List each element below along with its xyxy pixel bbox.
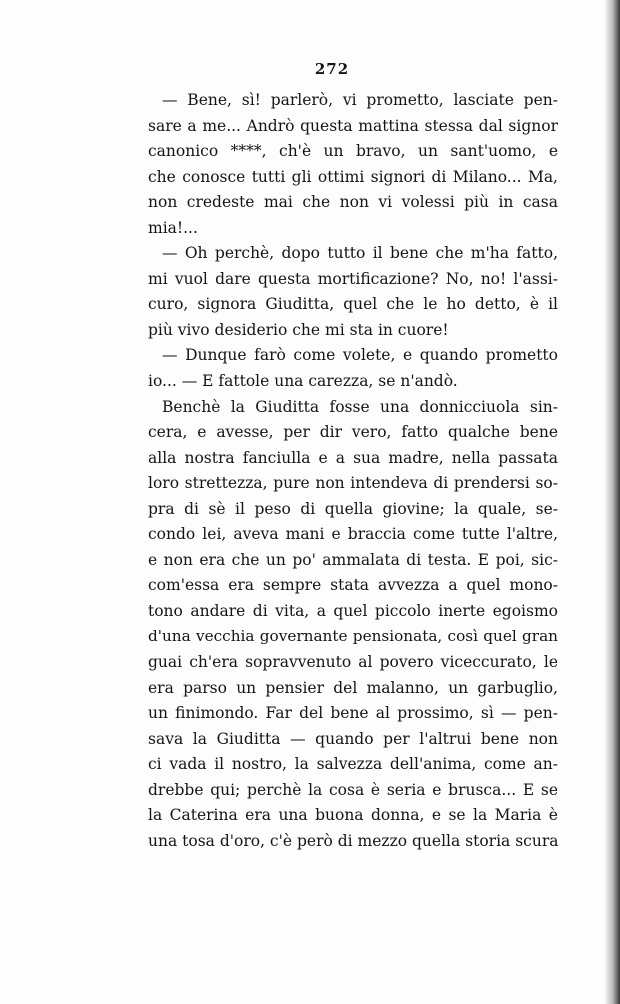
- text-line: Benchè la Giuditta fosse una donnicciuola sin-: [162, 397, 558, 416]
- text-line: che conosce tutti gli ottimi signori di Milano... Ma,: [148, 167, 558, 186]
- page-edge-shadow: [604, 0, 620, 1004]
- text-line: guai ch'era sopravvenuto al povero viceccurato, le: [148, 653, 558, 672]
- body-text: [148, 88, 558, 854]
- text-line: alla nostra fanciulla e a sua madre, nella passata: [148, 448, 558, 467]
- text-line: io... — E fattole una carezza, se n'andò.: [148, 372, 458, 391]
- text-line: cera, e avesse, per dir vero, fatto qualche bene: [148, 423, 558, 442]
- text-line: curo, signora Giuditta, quel che le ho detto, è il: [148, 295, 558, 314]
- text-line: com'essa era sempre stata avvezza a quel mono-: [148, 576, 558, 595]
- text-line: più vivo desiderio che mi sta in cuore!: [148, 320, 449, 339]
- text-line: tono andare di vita, a quel piccolo inerte egoismo: [148, 601, 558, 620]
- page-number: 272: [314, 60, 350, 78]
- text-line: non credeste mai che non vi volessi più in casa: [148, 193, 558, 212]
- text-line: condo lei, aveva mani e braccia come tutte l'altre,: [148, 525, 558, 544]
- text-line: una tosa d'oro, c'è però di mezzo quella storia scura: [148, 831, 558, 850]
- text-line: era parso un pensier del malanno, un garbuglio,: [148, 678, 558, 697]
- text-line: canonico ****, ch'è un bravo, un sant'uomo, e: [148, 142, 558, 161]
- text-line: mi vuol dare questa mortificazione? No, no! l'assi-: [148, 269, 558, 288]
- text-line: sare a me... Andrò questa mattina stessa dal signor: [148, 116, 558, 135]
- text-line: drebbe qui; perchè la cosa è seria e brusca... E se: [148, 780, 558, 799]
- text-line: mia!...: [148, 218, 198, 237]
- text-line: — Oh perchè, dopo tutto il bene che m'ha fatto,: [162, 244, 558, 263]
- text-line: — Dunque farò come volete, e quando prometto: [162, 346, 558, 365]
- text-line: pra di sè il peso di quella giovine; la quale, se-: [148, 499, 558, 518]
- text-line: la Caterina era una buona donna, e se la Maria è: [148, 806, 558, 825]
- text-line: d'una vecchia governante pensionata, così quel gran: [148, 627, 558, 646]
- text-line: e non era che un po' ammalata di testa. E poi, sic-: [148, 550, 558, 569]
- text-line: ci vada il nostro, la salvezza dell'anima, come an-: [148, 755, 558, 774]
- text-line: — Bene, sì! parlerò, vi prometto, lasciate pen-: [162, 91, 558, 109]
- text-line: un finimondo. Far del bene al prossimo, sì — pen-: [148, 704, 558, 723]
- text-line: sava la Giuditta — quando per l'altrui bene non: [148, 729, 558, 748]
- text-line: loro strettezza, pure non intendeva di prendersi so-: [148, 474, 558, 493]
